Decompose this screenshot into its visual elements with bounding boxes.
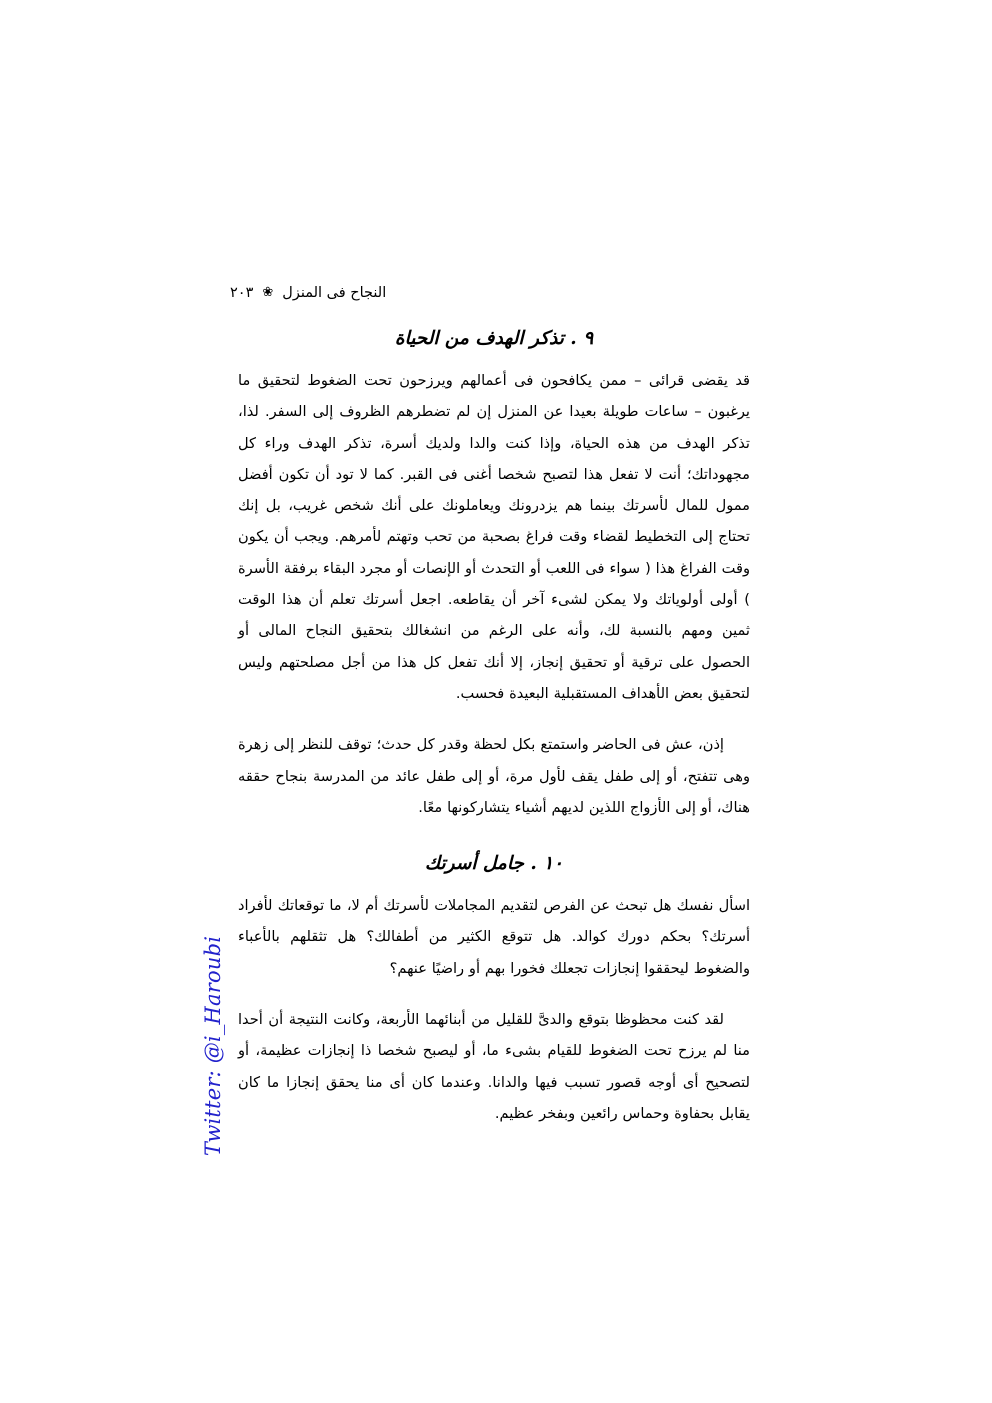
running-header: [230, 281, 750, 305]
paragraph-10-2: لقد كنت محظوظا بتوقع والدىَّ للقليل من أبنائهما الأربعة، وكانت النتيجة أن أحدا منا لم يرزح تحت الضغوط للقيام بشىء ما، أو ليصبح شخصا ذا إنجازات عظيمة، أو لتصحيح أى أوجه قصور تسبب فيها والدانا. وعندما كان أى منا يحقق إنجازا ما كان يقابل بحفاوة وحماس رائعين وبفخر عظيم.: [238, 1011, 750, 1122]
page-number: ٢٠٣: [230, 285, 254, 301]
paragraph-10-1: اسأل نفسك هل تبحث عن الفرص لتقديم المجاملات لأسرتك أم لا، ما توقعاتك لأفراد أسرتك؟ بحكم دورك كوالد. هل تتوقع الكثير من أطفالك؟ هل تثقلهم بالأعباء والضغوط ليحققوا إنجازات تجعلك فخورا بهم أو راضيًا عنهم؟: [238, 897, 750, 977]
watermark-twitter-handle: Twitter: @i_Haroubi: [201, 935, 225, 1157]
section-heading-10: ١٠ . جامل أسرتك: [424, 853, 564, 875]
header-book-title: النجاح فى المنزل: [282, 285, 387, 301]
paragraph-9-2: إذن، عش فى الحاضر واستمتع بكل لحظة وقدر كل حدث؛ توقف للنظر إلى زهرة وهى تتفتح، أو إلى طفل يقف لأول مرة، أو إلى طفل عائد من المدرسة بنجاح حققه هناك، أو إلى الأزواج اللذين لديهم أشياء يتشاركونها معًا.: [238, 736, 750, 816]
floral-dingbat-icon: ❀: [262, 284, 274, 300]
paragraph-9-1: قد يقضى قرائى – ممن يكافحون فى أعمالهم ويرزحون تحت الضغوط لتحقيق ما يرغبون – ساعات طويلة بعيدا عن المنزل إن لم تضطرهم الظروف إلى السفر. لذا، تذكر الهدف من هذه الحياة، وإذا كنت والدا ولديك أسرة، تذكر الهدف وراء كل مجهوداتك؛ أنت لا تفعل هذا لتصبح شخصا أغنى فى القبر. كما لا تود أن تكون أفضل ممول للمال لأسرتك بينما هم يزدرونك ويعاملونك على أنك شخص غريب، بل إنك تحتاج إلى التخطيط لقضاء وقت فراغ بصحبة من تحب وتهتم لأمرهم. ويجب أن يكون وقت الفراغ هذا ( سواء فى اللعب أو التحدث أو الإنصات أو مجرد البقاء برفقة الأسرة ) أولى أولوياتك ولا يمكن لشىء آخر أن يقاطعه. اجعل أسرتك تعلم أن هذا الوقت ثمين ومهم بالنسبة لك، وأنه على الرغم من انشغالك بتحقيق النجاح المالى أو الحصول على ترقية أو تحقيق إنجاز، إلا أنك تفعل كل هذا من أجل مصلحتهم وليس لتحقيق بعض الأهداف المستقبلية البعيدة فحسب.: [238, 372, 750, 702]
watermark: [196, 936, 230, 1156]
section-heading-9: ٩ . تذكر الهدف من الحياة: [394, 328, 594, 349]
text-column: [238, 318, 750, 1129]
